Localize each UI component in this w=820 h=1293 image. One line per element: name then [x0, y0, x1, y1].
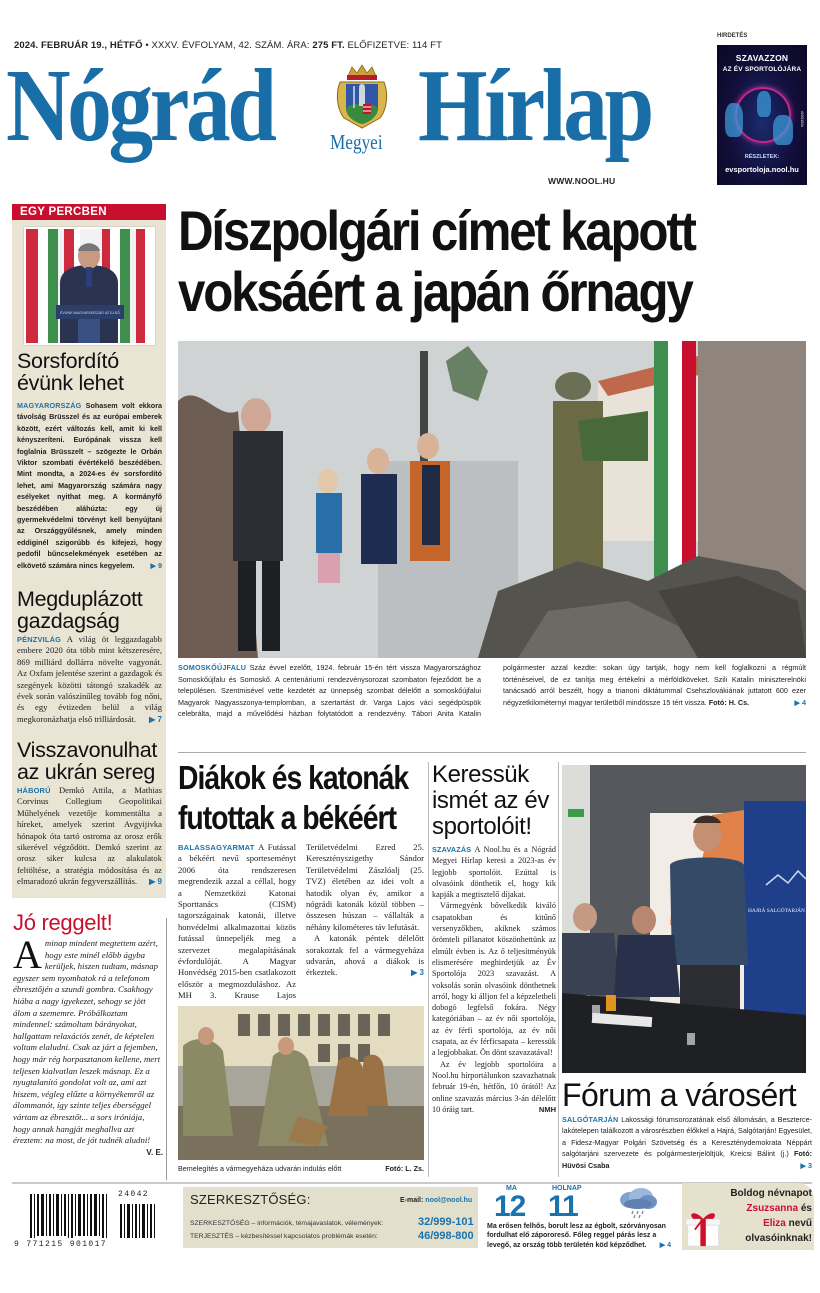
contact-line-editorial: SZERKESZTŐSÉG – információk, témajavaslatok, vélemények:: [190, 1220, 384, 1227]
commemoration-scene-image: [178, 341, 806, 658]
nameday-line: olvasóinknak!: [745, 1233, 812, 1244]
subscription-price: ELŐFIZETVE: 114 FT: [347, 40, 442, 51]
column-text: minap mindent megtettem azért, hogy este minél előbb ágyba kerüljek, hiszen tudtam, másnap egyszer sem nyomhatok rá a telefonom ébresztőjén a szundi gombra. Csakhogy hiába a nagy igyekezet, sehogy se jött álom a szememre. Próbálkoztam mindennel: számoltam bárányokat, hallgattam relaxációs zenét, de képtelen voltam elaludni. Csak az járt a fejemben, hogy már rég horpasztanom kellene, mert teljesen kialvatlan leszek másnap. Ez a nyugtalanító gondolat volt az, ami azt hiszem, végleg elűzte a környékemről az álommanót, így szinte teljes éberséggel vártam az ébresztőt... a sors iróniája, hogy annak hangját meghallva azt éreztem: na most, de jót tudnék aludni!: [13, 938, 161, 1146]
article-text: Demkó Attila, a Mathias Corvinus Collegium Geopolitikai Műhelyének vezetője kommentálta a híreket, amelyek szerint Avgyijivka hónapok óta tartó ostroma az orosz erők sikerével végződött. Demkó szerint az orosz siker kulcsa az alakulatok feltöltése, a stratégia módosítása és az elmaradozó ukrán fegyverszállítás.: [17, 785, 162, 887]
page-reference[interactable]: ▶ 3: [411, 968, 424, 978]
kicker-penzvilag: PÉNZVILÁG: [17, 635, 62, 644]
nameday-conjunction: és: [800, 1203, 812, 1214]
caption-text: Bemelegítés a vármegyeháza udvarán indulás előtt: [178, 1164, 342, 1173]
main-story-photo: [178, 341, 806, 658]
section-divider: [178, 752, 806, 753]
banner-text: HAJRÁ SALGÓTARJÁN: [748, 908, 805, 914]
paragraph: A katonák péntek délelőtt sorakoztak fel a vármegyeháza udvarán, ahová a diákok is érkeztek.: [306, 933, 424, 978]
kicker-haboru: HÁBORÚ: [17, 786, 51, 795]
sidebar-article-1-body: [17, 400, 162, 571]
paragraph: Az év legjobb sportolóira a Nool.hu hírportálunkon szavazhatnak február 19-én, hétfőn, 10 órától! Az online szavazás március 3-án délelőtt 10 óráig tart.: [432, 1059, 556, 1114]
page-reference[interactable]: ▶ 3: [800, 1160, 812, 1170]
headline-line: Visszavonulhat: [17, 738, 158, 762]
article-forum-body: [562, 1114, 812, 1171]
headline-line: gazdagság: [17, 609, 120, 633]
sidebar-headline-2[interactable]: [17, 588, 142, 632]
article-signature: NMH: [538, 1104, 556, 1114]
ad-headline-line-1: SZAVAZZON: [735, 53, 789, 63]
barcode-number: 9 771215 901017: [14, 1240, 108, 1249]
forum-meeting-image: [562, 765, 806, 1073]
sidebar-headline-3[interactable]: [17, 739, 157, 783]
athlete-silhouette: [757, 91, 771, 117]
headline-line: Sorsfordító: [17, 349, 119, 373]
kicker-salgotarjan: SALGÓTARJÁN: [562, 1115, 619, 1124]
forecast-text: Ma erősen felhős, borult lesz az égbolt, szórványosan fordulhat elő zápororeső. Főleg reggel párás lesz a levegő, az ország több területén köd képződhet.: [487, 1223, 666, 1249]
masthead-title-left: Nógrád: [6, 48, 274, 163]
weather-tomorrow-temp: 11: [548, 1190, 578, 1223]
page-reference[interactable]: ▶ 4: [794, 697, 806, 707]
headline-line: ismét az év: [432, 787, 549, 814]
headline-line: évünk lehet: [17, 371, 124, 395]
forum-photo: [562, 765, 806, 1073]
nameday-line: [726, 1216, 812, 1231]
email-label: E-mail:: [400, 1197, 424, 1204]
website-link[interactable]: WWW.NOOL.HU: [548, 176, 616, 186]
masthead-title-right: Hírlap: [418, 48, 651, 163]
photo-credit: Fotó: L. Zs.: [385, 1164, 424, 1173]
sidebar-headline-1[interactable]: [17, 350, 124, 394]
article-run-body: [178, 842, 424, 1002]
drop-cap: A: [13, 932, 42, 977]
photo-credit: Fotó: Hüvösi Csaba: [562, 1149, 812, 1170]
page-reference[interactable]: ▶ 4: [659, 1241, 671, 1249]
column-body: [13, 932, 163, 1158]
article-run-headline[interactable]: [178, 758, 409, 838]
article-text: Sohasem volt ekkora távolság Brüsszel és az európai emberek között, ezért változás kell, amit ki kell kényszeríteni. Európának vissza kell foglalnia Brüsszelt – szögezte le Orbán Viktor szombati évértékelő beszédében. Mint mondta, a 2024-es év sorsfordító lehet, ami Magyarország számára nagy esélyeket nyithat meg. A kormányfő beszédében aláhúzta: egy új gyermekvédelmi törvényt kell benyújtani az Országgyűlésnek, amely minden eddiginél szigorúbb és kifejezi, hogy pedofil bűncselekmények esetében az elkövető számára nincs kegyelem.: [17, 401, 162, 570]
soldiers-photo-caption: [178, 1164, 424, 1174]
sidebar-article-3-body: [17, 785, 162, 888]
kicker-balassagyarmat: BALASSAGYARMAT: [178, 843, 255, 852]
weather-forecast-text: [487, 1222, 677, 1250]
headline-line: Megduplázott: [17, 587, 143, 611]
nameday-suffix: nevű: [788, 1218, 812, 1229]
speaker-photo: [24, 227, 155, 345]
ad-code: •933153•: [800, 111, 805, 128]
barcode-issue-number: 24042: [118, 1190, 150, 1199]
paragraph: A Futással a békéért nevű sporteseményt 2006 óta rendszeresen megrendezik azzal a céllal, hogy a Nemzetközi Katonai Sporttanács (CISM) tagországainak katonái, illetve honvédelmi alkalmazottai közös futással ünnepeljék meg a szervezet megalapításának évfordulóját. A Magyar Honvédség 2015-ben csatlakozott először a megmozduláshoz. Az MH 3. Krause Lajos Területvédelmi Ezred 25. Keresztényszigethy Sándor Területvédelmi Zászlóalj (25. TVZ) életében az idei volt a hatodik olyan év, amikor a nógrádi katonák közül többen – összesen húszan – vállalták a néhány kilométeres táv lefutását.: [178, 842, 424, 1001]
headline-line: Diákok és katonák: [178, 759, 409, 796]
page-reference[interactable]: ▶ 9: [149, 877, 162, 887]
contact-title: SZERKESZTŐSÉG:: [190, 1192, 311, 1207]
contact-email: [400, 1196, 472, 1205]
sidebar-article-2-body: [17, 634, 162, 725]
article-sport-body: [432, 844, 556, 1115]
nameday-greeting: [726, 1186, 812, 1246]
athlete-silhouette: [725, 103, 743, 137]
nameday-line: [726, 1201, 812, 1216]
headline-line: Díszpolgári címet kapott: [178, 199, 695, 262]
rain-cloud-icon: [616, 1186, 658, 1220]
kicker-magyarorszag: MAGYARORSZÁG: [17, 401, 82, 410]
soldiers-warmup-photo: [178, 1006, 424, 1160]
article-forum-headline[interactable]: Fórum a városért: [562, 1077, 797, 1113]
nameday-line: Boldog névnapot: [730, 1188, 812, 1199]
caption-text: Lakossági fórumsorozatának első állomásán, a Beszterce-lakótelepen találkozott a városrészben élőkkel a Hajrá, Salgótarján! Egyesület, a Fidesz-Magyar Polgári Szövetség és a Kereszténydemokrata Néppárt salgótarjáni szervezete és polgármesterjelöltjük, Kreicsi Bálint (j.): [562, 1115, 812, 1159]
headline-line: futottak a békéért: [178, 799, 396, 836]
gift-box-icon: [684, 1206, 724, 1248]
kicker-szavazas: SZAVAZÁS: [432, 845, 472, 854]
ad-headline-line-2: AZ ÉV SPORTOLÓJÁRA: [722, 66, 802, 73]
caption-text: Száz évvel ezelőtt, 1924. február 15-én tért vissza Magyarországhoz Somoskőújfalu és Somoskő. A centenáriumi rendezvénysorozat szombaton fejeződött be a településen. Szentmisével vette kezdetét az ünnepség szombat délelőtt a somoskőújfalui Magyarok Nagyasszonya-templomban, a szertartást dr. Varga Lajos váci segédpüspök celebrálta, majd a művelődési házban folytatódott a rendezvény. Tábori Anita Katalin polgármester azzal kezdte: sokan úgy tartják, hogy nem kell foglalkozni a régmúlt történéseivel, de ez tanítja meg értékelni a mérföldköveket. Szili Katalin miniszterelnöki tanácsadó arról beszélt, hogy a trianoni diktátummal Csehszlovákiának juttatott 600 ezer négyzetkilométernyi magyar területből mindössze 15 tért vissza.: [178, 663, 806, 719]
kicker-somoskoujfalu: SOMOSKŐÚJFALU: [178, 663, 247, 672]
speaker-at-lectern-image: [26, 229, 153, 343]
phone-editorial[interactable]: 32/999-101: [418, 1216, 474, 1228]
column-divider: [558, 762, 559, 1177]
weather-today-label: MA: [506, 1185, 517, 1192]
nameday-name: Zsuzsanna: [746, 1203, 799, 1214]
headline-line: voksáért a japán őrnagy: [178, 260, 692, 323]
column-divider: [166, 918, 167, 1180]
page-reference[interactable]: ▶ 7: [149, 714, 162, 724]
headline-line: sportolóit!: [432, 813, 532, 840]
issue-volume: XXXV. ÉVFOLYAM, 42. SZÁM. ÁRA:: [151, 40, 310, 51]
headline-line: Keressük: [432, 761, 529, 788]
paragraph: A Nool.hu és a Nógrád Megyei Hírlap keresi a 2023-as év legjobb sportolóit. Ezúttal is olvasóink dönthetik el, hogy kik kapják a megtisztelő díjakat.: [432, 845, 556, 900]
athlete-silhouette: [773, 115, 793, 145]
issue-date: 2024. FEBRUÁR 19., HÉTFŐ: [14, 40, 143, 51]
main-headline[interactable]: [178, 200, 741, 322]
paragraph: Vármegyénk bővelkedik kiváló csapatokban és kitűnő versenyzőkben, akiknek számos örömteli pillanatot köszönhettünk az elmúlt évben is. Az ő teljesítményük elismerésére meghirdetjük az Év Sportolója 2023 szavazást. A voksolás során olvasóink dönthetnek arról, hogy ki álljon fel a képzeletbeli dobogó legfelső fokára. Négy kategóriában – az év női sportolója, az év férfi sportolója, az év női csapata, az év férficsapata – keressük a legjobbakat. Ön dönt szavazatával!: [432, 901, 556, 1058]
nameday-name: Eliza: [763, 1218, 786, 1229]
phone-distribution[interactable]: 46/998-800: [418, 1230, 474, 1242]
masthead-subtitle: Megyei: [330, 130, 383, 154]
dateline-separator: •: [145, 40, 149, 51]
ad-headline: [717, 53, 807, 75]
lectern-text: ÉVÜNK MAGYARORSZÁG AZ ELSŐ: [60, 311, 120, 315]
column-signature: V. E.: [146, 1147, 163, 1157]
photo-credit: Fotó: H. Cs.: [708, 697, 750, 707]
ad-url[interactable]: evsportoloja.nool.hu: [725, 165, 799, 174]
column-divider: [428, 762, 429, 1177]
section-label-egy-percben: EGY PERCBEN: [12, 204, 166, 220]
contact-line-distribution: TERJESZTÉS – kézbesítéssel kapcsolatos problémák esetén:: [190, 1233, 378, 1240]
article-text: A világ öt leggazdagabb embere 2020 óta több mint kétszeresére, 869 milliárd dollárra növelte vagyonát. Az Oxfam jelentése szerint a gazdagok és szegények közötti tátongó szakadék az évek során valószínűleg tovább fog nőni, és egy évtizeden belül a világ megkoronázhatja első trilliárdosát.: [17, 634, 162, 724]
kneeling-soldiers-image: [178, 1006, 424, 1160]
article-sport-headline[interactable]: [432, 762, 556, 840]
weather-today-temp: 12: [494, 1190, 526, 1223]
main-story-caption: [178, 662, 806, 720]
ad-label: HIRDETÉS: [717, 33, 748, 39]
issue-price: 275 FT.: [312, 40, 345, 51]
column-title: Jó reggelt!: [13, 910, 113, 935]
ad-details-label: RÉSZLETEK:: [744, 154, 780, 160]
page-reference[interactable]: ▶ 9: [150, 560, 162, 570]
county-crest-icon: [332, 64, 392, 130]
weather-tomorrow-label: HOLNAP: [552, 1185, 582, 1192]
sport-vote-advertisement[interactable]: [717, 45, 807, 185]
email-link[interactable]: nool@nool.hu: [425, 1197, 473, 1204]
headline-line: az ukrán sereg: [17, 760, 156, 784]
